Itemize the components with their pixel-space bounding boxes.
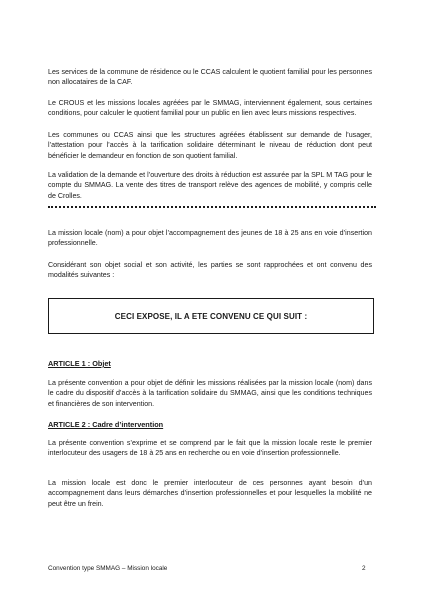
convention-heading-box	[48, 298, 374, 334]
paragraph-mission-locale-objet: La mission locale (nom) a pour objet l’accompagnement des jeunes de 18 à 25 ans en voie d’insertion professionnelle.	[48, 229, 372, 248]
paragraph-validation-demande: La validation de la demande et l’ouverture des droits à réduction est assurée par la SPL M TAG pour le compte du SMMAG. La vente des titres de transport relève des agences de mobilité, y compris celle de Crolles.	[48, 171, 372, 200]
paragraph-crous-missions-locales: Le CROUS et les missions locales agréées par le SMMAG, interviennent également, sous certaines conditions, pour calculer le quotient familial pour un public en lien avec leurs missions respectives.	[48, 99, 372, 118]
paragraph-article-2-b: La mission locale est donc le premier interlocuteur de ces personnes ayant besoin d’un accompagnement dans leurs démarches d’insertion professionnelles et pour lesquelles la mobilité ne peut être un frein.	[48, 479, 372, 508]
paragraph-communes-attestation: Les communes ou CCAS ainsi que les structures agréées établissent sur demande de l’usager, l’attestation pour l’accès à la tarification solidaire déterminant le niveau de réduction dont peut bénéficier le demandeur en fonction de son quotient familial.	[48, 131, 372, 160]
paragraph-ccas-quotient: Les services de la commune de résidence ou le CCAS calculent le quotient familial pour les personnes non allocataires de la CAF.	[48, 68, 372, 87]
convention-heading: CECI EXPOSE, IL A ETE CONVENU CE QUI SUIT :	[114, 311, 308, 321]
paragraph-considerant: Considérant son objet social et son activité, les parties se sont rapprochées et ont convenu des modalités suivantes :	[48, 261, 372, 280]
footer-title: Convention type SMMAG – Mission locale	[48, 565, 168, 572]
paragraph-article-1: La présente convention a pour objet de définir les missions réalisées par la mission locale (nom) dans le cadre du dispositif d’accès à la tarification solidaire du SMMAG, ainsi que les conditions techniques et financières de son intervention.	[48, 379, 372, 408]
article-1-heading: ARTICLE 1 : Objet	[48, 359, 111, 368]
article-2-heading: ARTICLE 2 : Cadre d’intervention	[48, 420, 164, 429]
page-number: 2	[362, 565, 366, 572]
paragraph-article-2-a: La présente convention s’exprime et se comprend par le fait que la mission locale reste le premier interlocuteur des usagers de 18 à 25 ans en recherche ou en voie d’insertion professionnelle.	[48, 439, 372, 458]
dotted-separator	[48, 206, 376, 208]
